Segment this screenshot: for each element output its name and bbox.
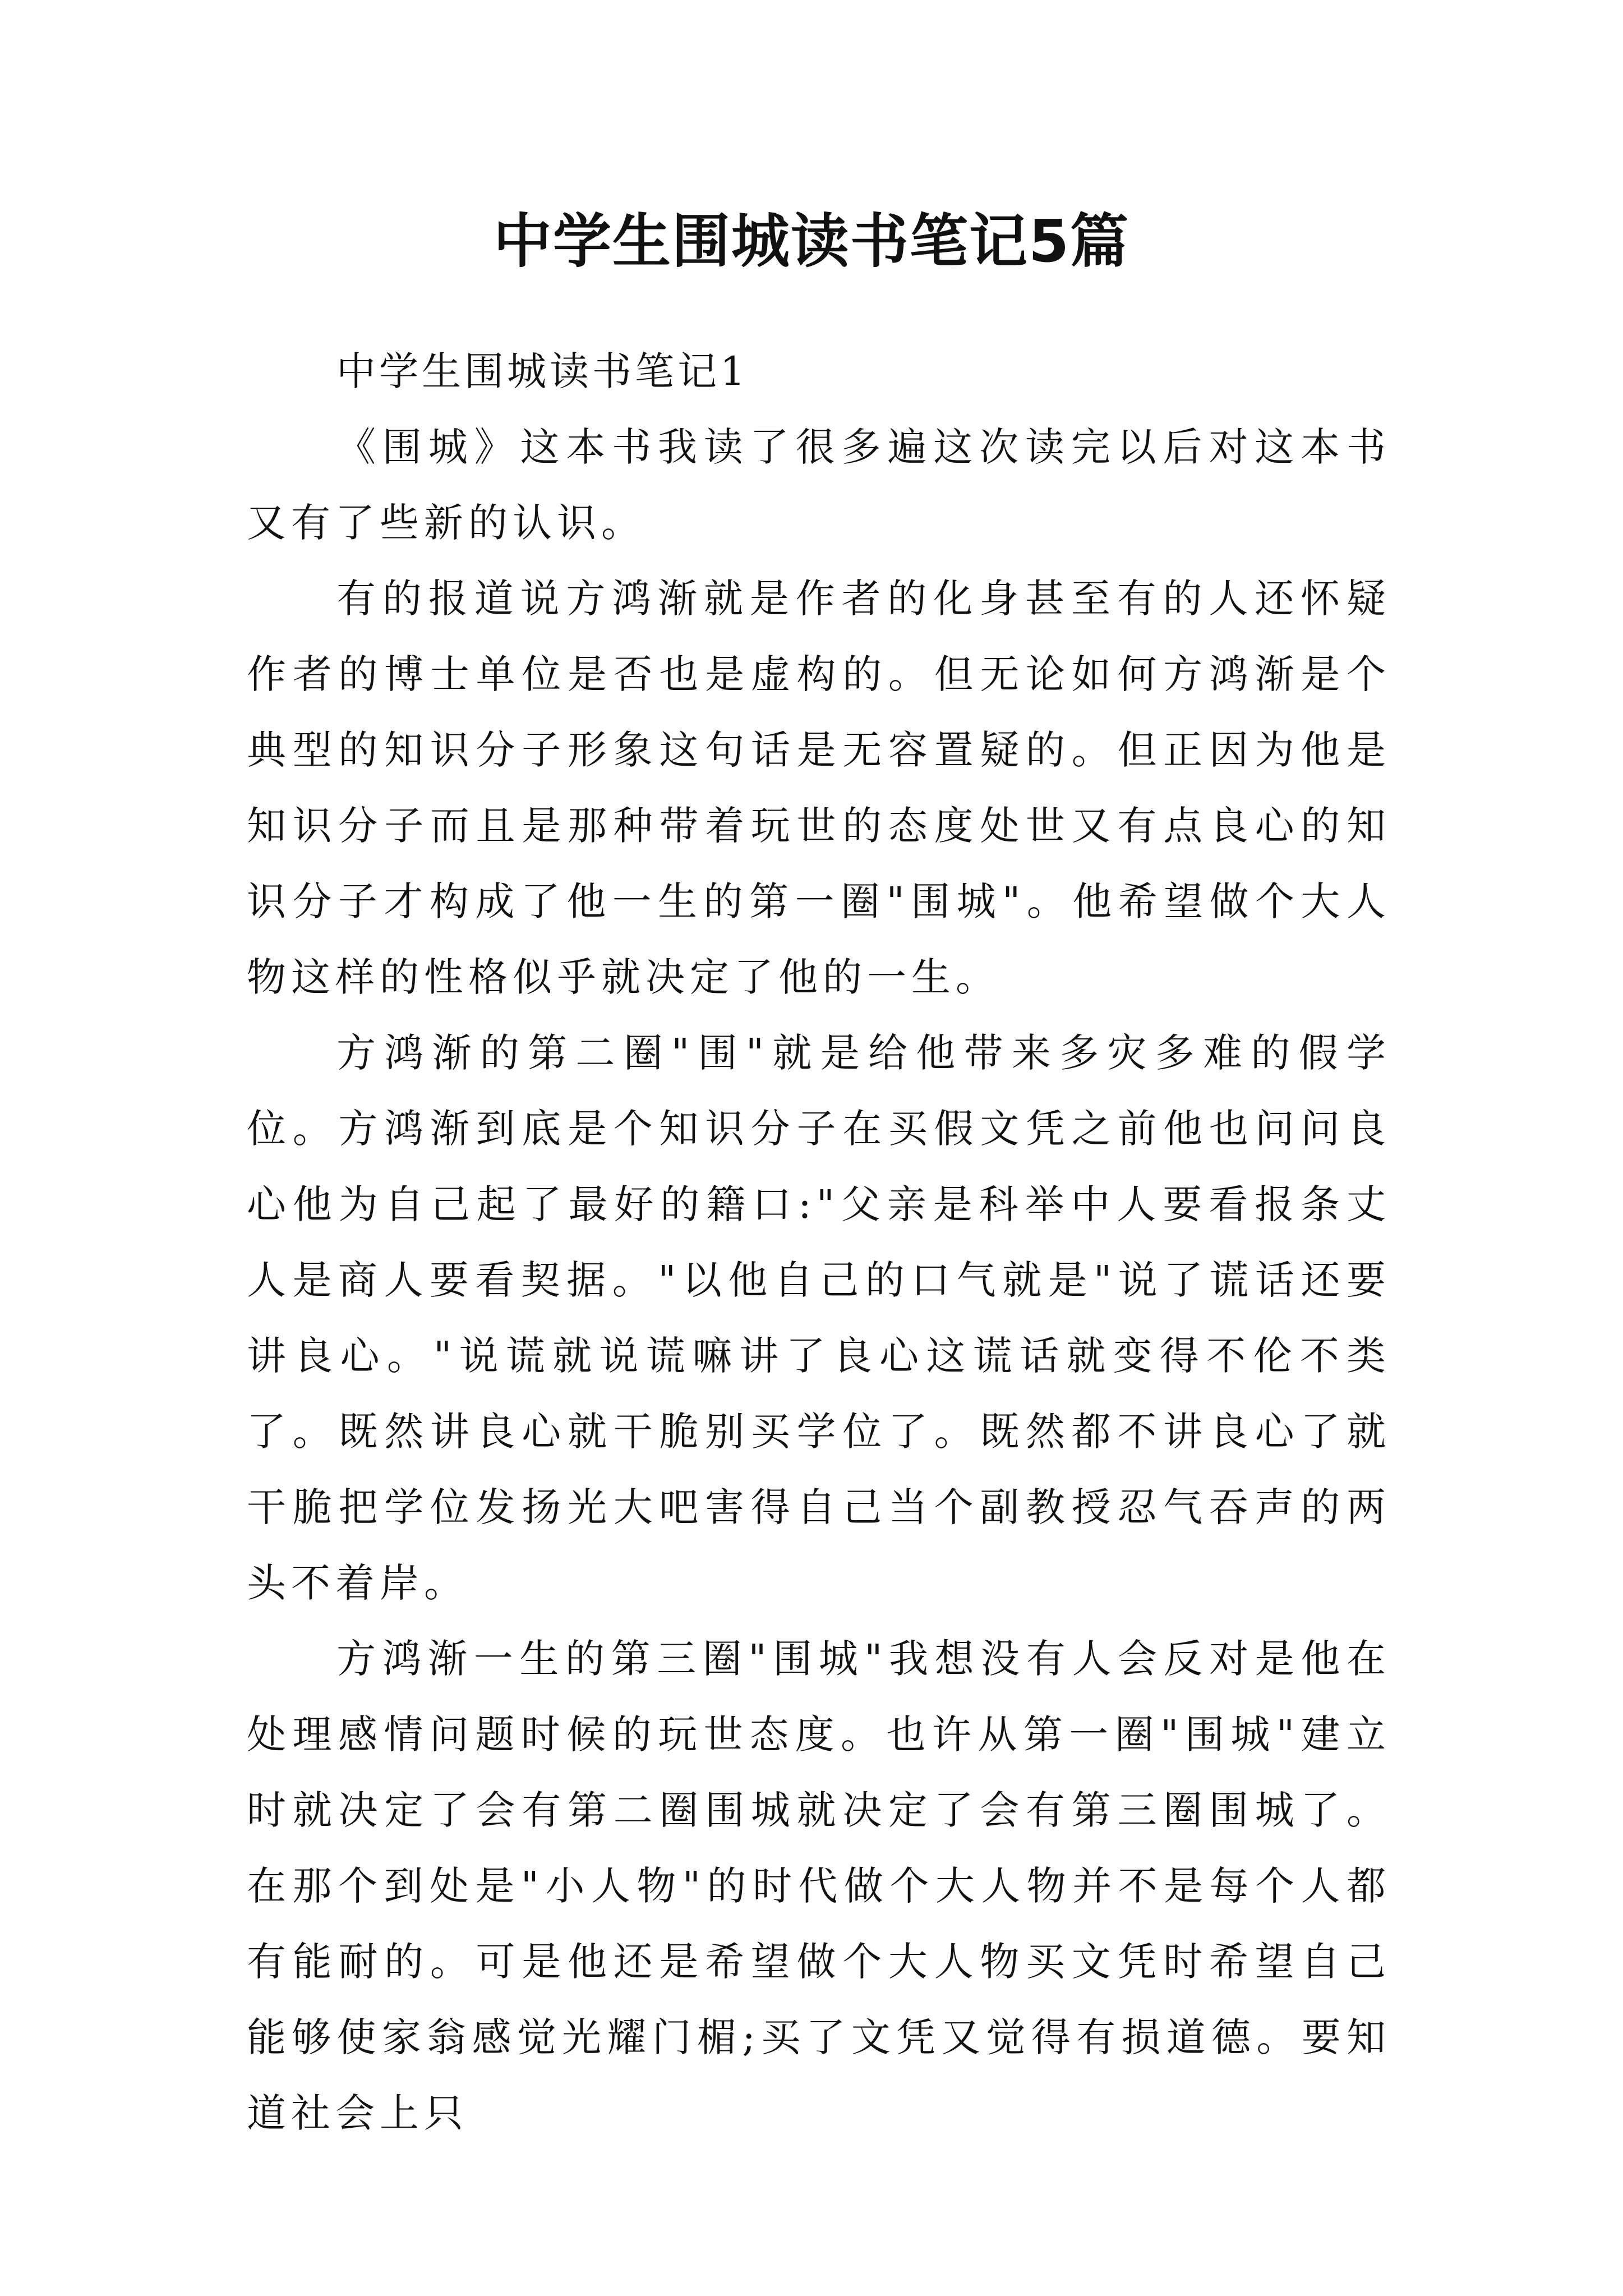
document-body <box>247 334 1391 2151</box>
paragraph-1: 《围城》这本书我读了很多遍这次读完以后对这本书又有了些新的认识。 <box>247 424 1391 546</box>
paragraph-2: 有的报道说方鸿渐就是作者的化身甚至有的人还怀疑作者的博士单位是否也是虚构的。但无论如何方鸿渐是个典型的知识分子形象这句话是无容置疑的。但正因为他是知识分子而且是那种带着玩世的态度处世又有点良心的知识分子才构成了他一生的第一圈"围城"。他希望做个大人物这样的性格似乎就决定了他的一生。 <box>247 576 1391 1000</box>
paragraph-3: 方鸿渐的第二圈"围"就是给他带来多灾多难的假学位。方鸿渐到底是个知识分子在买假文凭之前他也问问良心他为自己起了最好的籍口:"父亲是科举中人要看报条丈人是商人要看契据。"以他自己的口气就是"说了谎话还要讲良心。"说谎就说谎嘛讲了良心这谎话就变得不伦不类了。既然讲良心就干脆别买学位了。既然都不讲良心了就干脆把学位发扬光大吧害得自己当个副教授忍气吞声的两头不着岸。 <box>247 1030 1391 1606</box>
document-title: 中学生围城读书笔记5篇 <box>493 207 1130 275</box>
section-heading: 中学生围城读书笔记1 <box>336 348 749 394</box>
paragraph-4: 方鸿渐一生的第三圈"围城"我想没有人会反对是他在处理感情问题时候的玩世态度。也许从第一圈"围城"建立时就决定了会有第二圈围城就决定了会有第三圈围城了。在那个到处是"小人物"的时代做个大人物并不是每个人都有能耐的。可是他还是希望做个大人物买文凭时希望自己能够使家翁感觉光耀门楣;买了文凭又觉得有损道德。要知道社会上只 <box>247 1636 1391 2136</box>
